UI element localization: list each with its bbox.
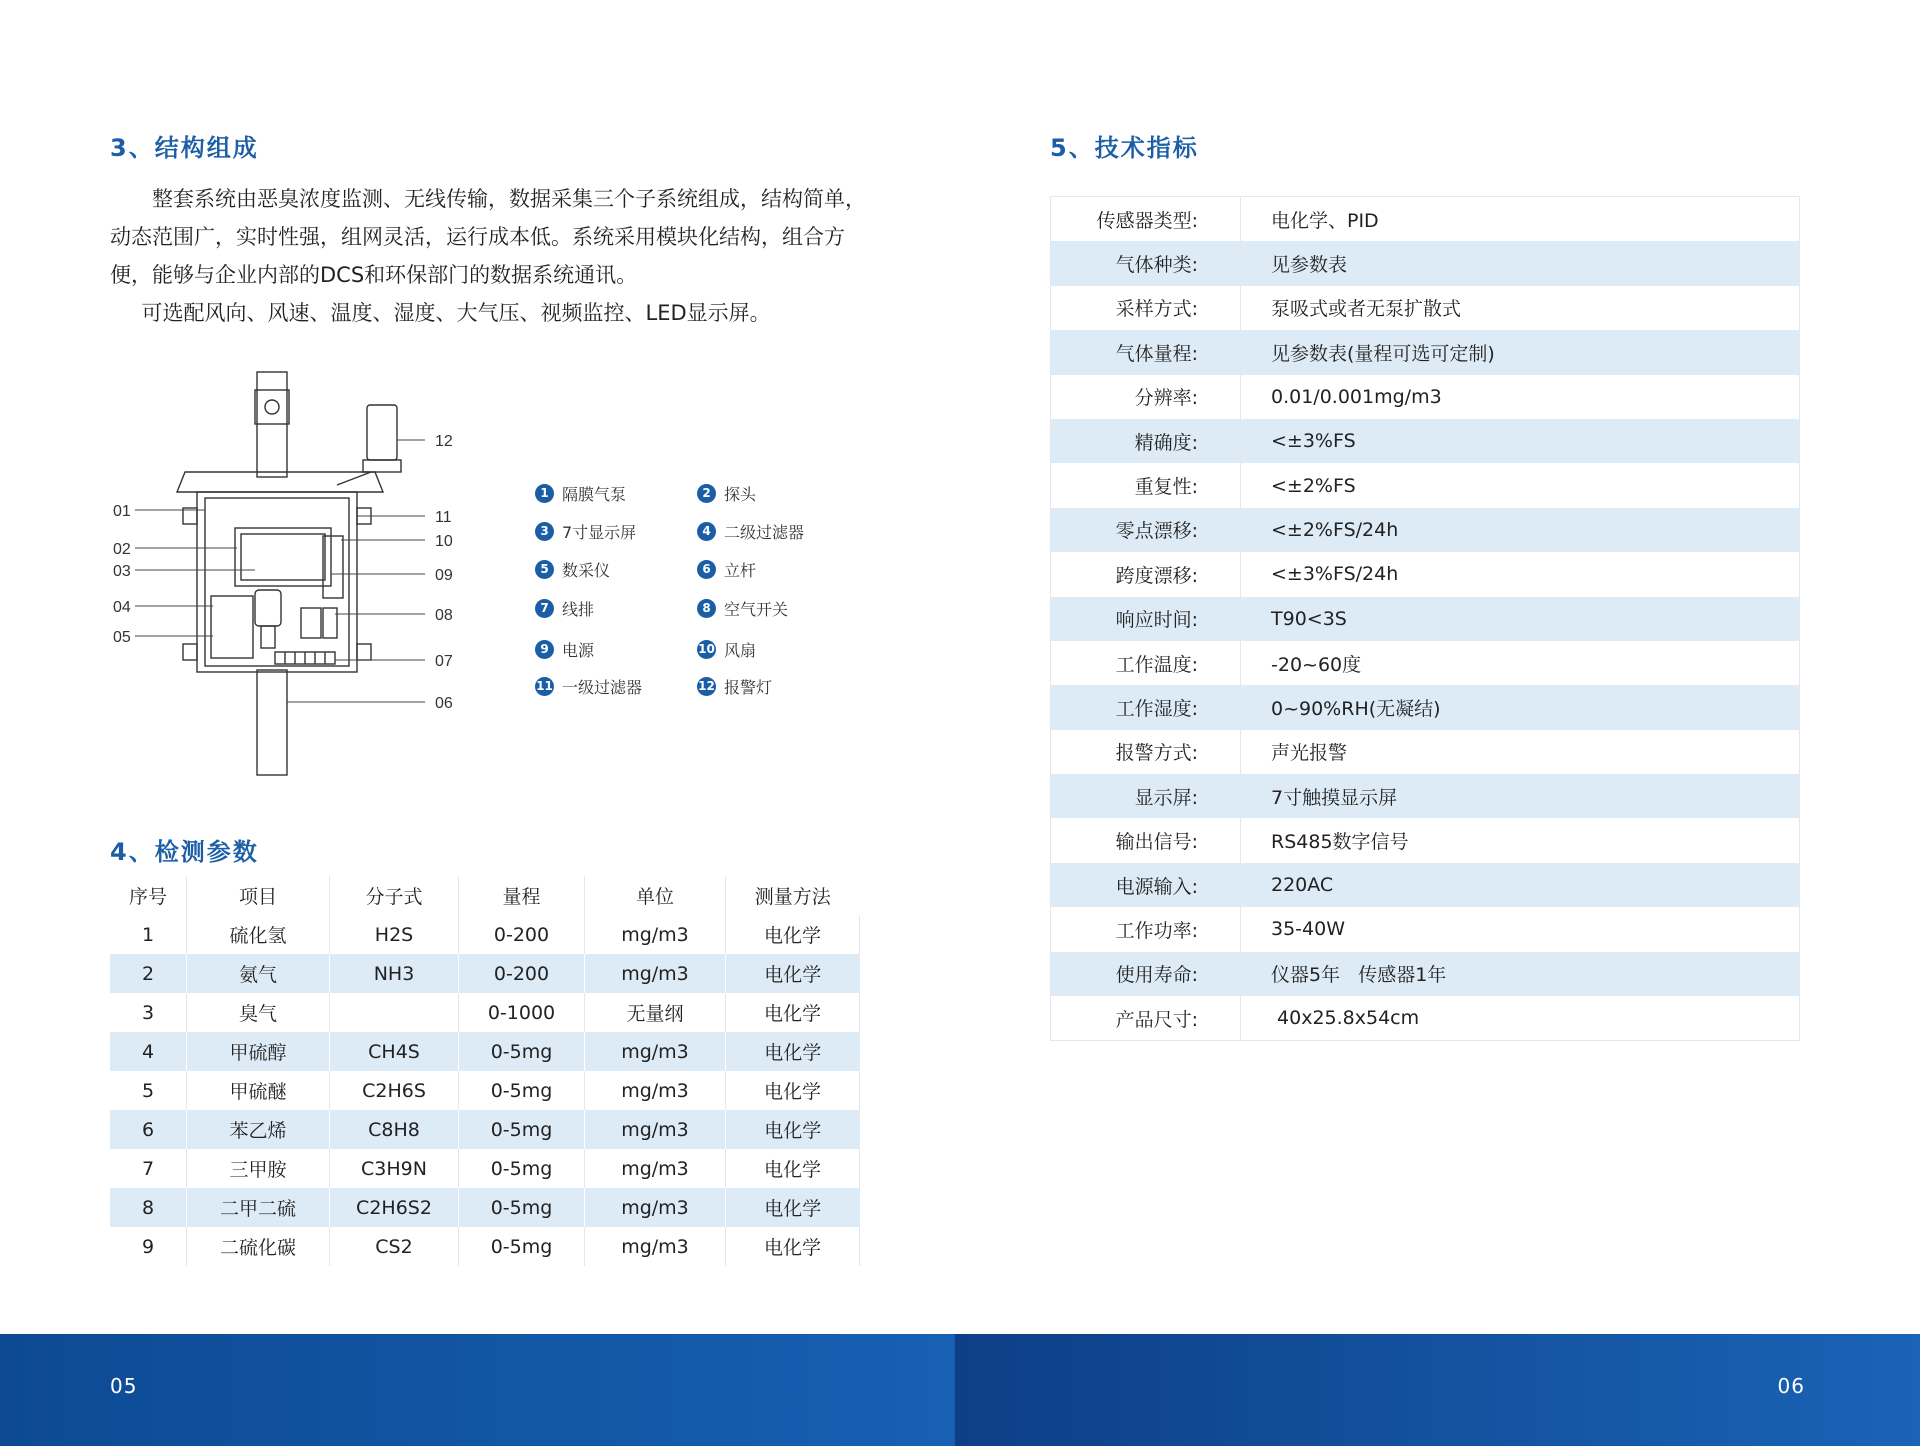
legend-label: 探头 (724, 485, 757, 504)
legend-num: 8 (697, 599, 716, 618)
cell: C2H6S (330, 1071, 459, 1110)
spec-row (1051, 863, 1800, 907)
col-header: 序号 (110, 876, 187, 915)
spec-row (1051, 597, 1800, 641)
spec-row (1051, 286, 1800, 330)
spec-row (1051, 641, 1800, 685)
table-row (110, 1227, 860, 1266)
spec-key: 重复性: (1051, 463, 1241, 507)
cell: mg/m3 (585, 915, 726, 954)
col-header: 量程 (459, 876, 585, 915)
spec-value: 40x25.8x54cm (1271, 1007, 1420, 1030)
diagram-label-06: 06 (435, 695, 453, 712)
spec-key: 气体种类: (1051, 241, 1241, 285)
diagram-label-02: 02 (113, 541, 131, 558)
diagram-label-04: 04 (113, 599, 131, 616)
spec-value: 泵吸式或者无泵扩散式 (1271, 298, 1462, 321)
cell: 0-200 (459, 915, 585, 954)
spec-key: 使用寿命: (1051, 952, 1241, 996)
legend-num: 3 (535, 522, 554, 541)
footer-left (0, 1334, 955, 1446)
spec-value: 0.01/0.001mg/m3 (1271, 385, 1442, 408)
legend-item (697, 675, 772, 698)
diagram-label-11: 11 (435, 509, 452, 526)
cell: C3H9N (330, 1149, 459, 1188)
spec-row (1051, 774, 1800, 818)
spec-key: 跨度漂移: (1051, 552, 1241, 596)
legend-item (535, 482, 626, 505)
cell: 0-5mg (459, 1110, 585, 1149)
diagram-label-12: 12 (435, 433, 453, 450)
cell: 电化学 (726, 1071, 860, 1110)
spec-row (1051, 996, 1800, 1041)
cell: 臭气 (187, 993, 330, 1032)
table-header-row (110, 876, 860, 915)
legend-item (697, 638, 756, 661)
cell: 三甲胺 (187, 1149, 330, 1188)
spec-value: 0~90%RH(无凝结) (1241, 685, 1800, 729)
spec-row (1051, 685, 1800, 729)
legend-item (535, 675, 642, 698)
spec-value: <±2%FS (1271, 474, 1356, 497)
legend-num: 10 (697, 640, 716, 659)
diagram-label-01: 01 (113, 503, 131, 520)
spec-row (1051, 907, 1800, 951)
legend-num: 1 (535, 484, 554, 503)
cell: 7 (110, 1149, 187, 1188)
diagram-label-08: 08 (435, 607, 453, 624)
cell: 电化学 (726, 1188, 860, 1227)
cell: 0-1000 (459, 993, 585, 1032)
spec-key: 产品尺寸: (1051, 996, 1241, 1041)
device-drawing (105, 360, 465, 780)
spec-value: <±3%FS (1241, 419, 1800, 463)
legend-item (535, 520, 636, 543)
legend-num: 11 (535, 677, 554, 696)
cell: 6 (110, 1110, 187, 1149)
table-row (110, 1032, 860, 1071)
spec-row (1051, 241, 1800, 285)
cell: 电化学 (726, 1149, 860, 1188)
section3-para1: 整套系统由恶臭浓度监测、无线传输，数据采集三个子系统组成，结构简单，动态范围广，实时性强，组网灵活，运行成本低。系统采用模块化结构，组合方便，能够与企业内部的DCS和环保部门的数据系统通讯。 (110, 187, 866, 287)
spec-row (1051, 419, 1800, 463)
spec-value: 220AC (1241, 863, 1800, 907)
spec-row (1051, 330, 1800, 374)
legend-label: 立杆 (724, 561, 757, 580)
legend-num: 4 (697, 522, 716, 541)
spec-value: 7寸触摸显示屏 (1241, 774, 1800, 818)
legend-label: 电源 (562, 641, 595, 660)
cell: 0-5mg (459, 1149, 585, 1188)
cell: 电化学 (726, 954, 860, 993)
spec-value: -20~60度 (1271, 653, 1362, 676)
cell: 甲硫醚 (187, 1071, 330, 1110)
cell: 甲硫醇 (187, 1032, 330, 1071)
legend-label: 7寸显示屏 (562, 523, 637, 542)
cell: 电化学 (726, 1227, 860, 1266)
legend-num: 2 (697, 484, 716, 503)
diagram-label-10: 10 (435, 533, 453, 550)
spec-value: T90<3S (1241, 597, 1800, 641)
spec-key: 零点漂移: (1051, 508, 1241, 552)
cell: 9 (110, 1227, 187, 1266)
cell: 二硫化碳 (187, 1227, 330, 1266)
spec-key: 工作功率: (1051, 907, 1241, 951)
legend-num: 7 (535, 599, 554, 618)
legend-label: 二级过滤器 (724, 523, 805, 542)
spec-value: <±2%FS/24h (1241, 508, 1800, 552)
spec-row (1051, 552, 1800, 596)
cell: 0-200 (459, 954, 585, 993)
spec-key: 采样方式: (1051, 286, 1241, 330)
section3-title: 3、结构组成 (110, 134, 259, 162)
col-header: 项目 (187, 876, 330, 915)
cell: H2S (330, 915, 459, 954)
diagram-label-03: 03 (113, 563, 131, 580)
cell: NH3 (330, 954, 459, 993)
legend-label: 空气开关 (724, 600, 789, 619)
cell: 电化学 (726, 1110, 860, 1149)
spec-key: 响应时间: (1051, 597, 1241, 641)
spec-key: 电源输入: (1051, 863, 1241, 907)
col-header: 测量方法 (726, 876, 860, 915)
page-number-left: 05 (110, 1374, 138, 1398)
detection-parameters-table (110, 876, 860, 1266)
cell: mg/m3 (585, 1188, 726, 1227)
device-structure-diagram (105, 360, 465, 780)
cell: 4 (110, 1032, 187, 1071)
cell: mg/m3 (585, 1149, 726, 1188)
cell: C8H8 (330, 1110, 459, 1149)
spec-row (1051, 375, 1800, 419)
legend-num: 6 (697, 560, 716, 579)
cell: 5 (110, 1071, 187, 1110)
cell: 硫化氢 (187, 915, 330, 954)
legend-item (697, 558, 756, 581)
spec-row (1051, 818, 1800, 862)
table-row (110, 1188, 860, 1227)
cell: mg/m3 (585, 1110, 726, 1149)
cell: 0-5mg (459, 1032, 585, 1071)
spec-key: 显示屏: (1051, 774, 1241, 818)
cell: mg/m3 (585, 1032, 726, 1071)
table-row (110, 1071, 860, 1110)
legend-item (697, 482, 756, 505)
spec-row (1051, 508, 1800, 552)
cell: 1 (110, 915, 187, 954)
legend-label: 一级过滤器 (562, 678, 643, 697)
legend-item (535, 558, 610, 581)
cell: 苯乙烯 (187, 1110, 330, 1149)
legend-num: 5 (535, 560, 554, 579)
page-number-right: 06 (1777, 1374, 1805, 1398)
spec-key: 报警方式: (1051, 730, 1241, 774)
cell: 3 (110, 993, 187, 1032)
cell: mg/m3 (585, 1227, 726, 1266)
spec-value: 仪器5年 传感器1年 (1241, 952, 1800, 996)
legend-item (697, 597, 788, 620)
footer-right (955, 1334, 1920, 1446)
spec-value: 见参数表 (1241, 241, 1800, 285)
diagram-label-07: 07 (435, 653, 453, 670)
table-row (110, 1110, 860, 1149)
spec-row (1051, 197, 1800, 242)
spec-row (1051, 952, 1800, 996)
spec-value: 声光报警 (1271, 742, 1348, 765)
diagram-label-05: 05 (113, 629, 131, 646)
section3-body (110, 180, 870, 332)
legend-label: 隔膜气泵 (562, 485, 627, 504)
technical-specs-table (1050, 196, 1800, 1041)
spec-row (1051, 730, 1800, 774)
cell: mg/m3 (585, 1071, 726, 1110)
spec-key: 分辨率: (1051, 375, 1241, 419)
section3-para2: 可选配风向、风速、温度、湿度、大气压、视频监控、LED显示屏。 (141, 301, 771, 325)
legend-num: 9 (535, 640, 554, 659)
cell: CH4S (330, 1032, 459, 1071)
spec-value: 35-40W (1271, 918, 1345, 941)
spec-key: 精确度: (1051, 419, 1241, 463)
legend-item (535, 638, 594, 661)
table-row (110, 1149, 860, 1188)
cell: 电化学 (726, 915, 860, 954)
legend-label: 线排 (562, 600, 595, 619)
legend-num: 12 (697, 677, 716, 696)
legend-label: 报警灯 (724, 678, 773, 697)
cell: 无量纲 (585, 993, 726, 1032)
table-row (110, 954, 860, 993)
cell: 氨气 (187, 954, 330, 993)
cell: 0-5mg (459, 1227, 585, 1266)
section5-title: 5、技术指标 (1050, 134, 1199, 162)
spec-value: RS485数字信号 (1271, 831, 1409, 854)
legend-item (697, 520, 804, 543)
footer-bar (0, 1334, 1920, 1446)
table-row (110, 993, 860, 1032)
cell: 0-5mg (459, 1188, 585, 1227)
col-header: 分子式 (330, 876, 459, 915)
cell: 电化学 (726, 993, 860, 1032)
spec-value: 见参数表(量程可选可定制) (1241, 330, 1800, 374)
section4-title: 4、检测参数 (110, 838, 259, 866)
col-header: 单位 (585, 876, 726, 915)
table-row (110, 915, 860, 954)
cell: 0-5mg (459, 1071, 585, 1110)
cell: 8 (110, 1188, 187, 1227)
spec-key: 工作湿度: (1051, 685, 1241, 729)
legend-item (535, 597, 594, 620)
spec-key: 输出信号: (1051, 818, 1241, 862)
cell: 2 (110, 954, 187, 993)
spec-value: <±3%FS/24h (1271, 563, 1399, 586)
spec-key: 传感器类型: (1051, 197, 1241, 242)
spec-row (1051, 463, 1800, 507)
legend-label: 风扇 (724, 641, 757, 660)
cell: mg/m3 (585, 954, 726, 993)
cell: CS2 (330, 1227, 459, 1266)
spec-key: 气体量程: (1051, 330, 1241, 374)
spec-value: 电化学、PID (1271, 209, 1379, 232)
legend-label: 数采仪 (562, 561, 611, 580)
cell: 电化学 (726, 1032, 860, 1071)
spec-key: 工作温度: (1051, 641, 1241, 685)
diagram-label-09: 09 (435, 567, 453, 584)
cell (330, 993, 459, 1032)
cell: C2H6S2 (330, 1188, 459, 1227)
cell: 二甲二硫 (187, 1188, 330, 1227)
